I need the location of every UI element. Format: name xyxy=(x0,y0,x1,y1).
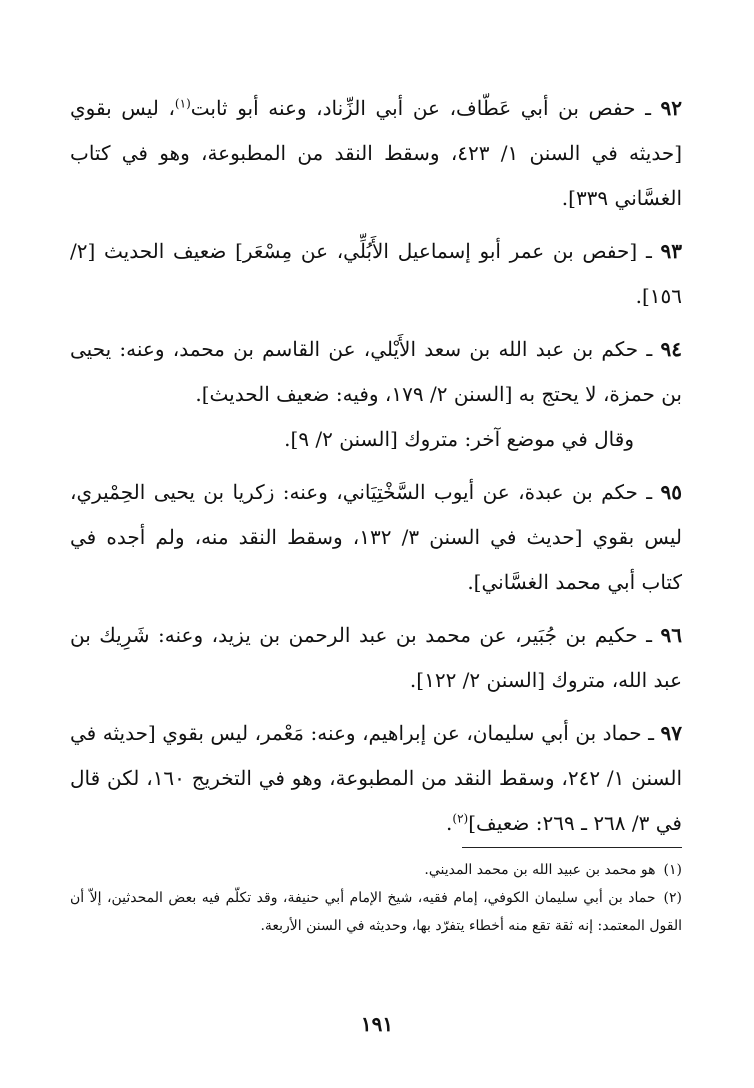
entry-text: حكيم بن جُبَير، عن محمد بن عبد الرحمن بن يزيد، وعنه: شَرِيك بن عبد الله، متروك [السنن ٢/ ١٢٢]. xyxy=(70,623,682,692)
entry-92 xyxy=(70,86,682,221)
entry-text: [حفص بن عمر أبو إسماعيل الأَبُلِّي، عن مِسْعَر] ضعيف الحديث [٢/ ١٥٦]. xyxy=(70,239,682,308)
entry-text: حفص بن أبي عَطّاف، عن أبي الزِّناد، وعنه أبو ثابت xyxy=(190,96,636,120)
entry-extra: وقال في موضع آخر: متروك [السنن ٢/ ٩]. xyxy=(284,427,634,451)
entry-number: ٩٦ xyxy=(660,623,683,647)
entry-text-after: . xyxy=(446,811,453,835)
entry-93 xyxy=(70,229,682,319)
entry-dash: ـ xyxy=(648,721,654,745)
footnote-2 xyxy=(70,884,682,940)
footnote-1 xyxy=(70,856,682,884)
entry-95 xyxy=(70,470,682,605)
footnotes xyxy=(70,856,682,940)
entry-dash: ـ xyxy=(645,96,651,120)
entry-text: حكم بن عبدة، عن أيوب السَّخْتِيَاني، وعنه: زكريا بن يحيى الحِمْيري، ليس بقوي [حديث في السنن ٣/ ١٣٢، وسقط النقد منه، ولم أجده في كتاب أبي محمد الغسَّاني]. xyxy=(70,480,682,594)
entry-97 xyxy=(70,711,682,846)
entry-number: ٩٥ xyxy=(660,480,683,504)
entry-number: ٩٢ xyxy=(660,96,683,120)
footnote-mark: (٢) xyxy=(663,890,682,906)
entry-text-after: ، ليس بقوي [حديثه في السنن ١/ ٤٢٣، وسقط النقد من المطبوعة، وهو في كتاب الغسَّاني ٣٣٩]. xyxy=(70,96,682,210)
entry-number: ٩٧ xyxy=(660,721,682,745)
entry-number: ٩٣ xyxy=(660,239,682,263)
entry-text: حماد بن أبي سليمان، عن إبراهيم، وعنه: مَعْمر، ليس بقوي [حديثه في السنن ١/ ٢٤٢، وسقط النقد من المطبوعة، وهو في التخريج ١٦٠، لكن قال في ٣/ ٢٦٨ ـ ٢٦٩: ضعيف] xyxy=(70,721,683,835)
entry-number: ٩٤ xyxy=(660,337,682,361)
footnote-ref[interactable]: (١) xyxy=(174,96,191,111)
entry-94 xyxy=(70,327,682,462)
entry-dash: ـ xyxy=(646,623,653,647)
footnote-text: حماد بن أبي سليمان الكوفي، إمام فقيه، شيخ الإمام أبي حنيفة، وقد تكلّم فيه بعض المحدثين، إلاّ أن القول المعتمد: إنه ثقة تقع منه أخطاء يتفرّد بها، وحديثه في السنن الأربعة. xyxy=(70,890,682,934)
footnote-mark: (١) xyxy=(663,862,682,878)
page-number: ١٩١ xyxy=(360,1012,394,1036)
entry-dash: ـ xyxy=(646,480,653,504)
entry-dash: ـ xyxy=(646,337,653,361)
footnote-divider xyxy=(462,847,682,848)
entry-96 xyxy=(70,613,682,703)
entry-dash: ـ xyxy=(645,239,652,263)
footnote-text: هو محمد بن عبيد الله بن محمد المديني. xyxy=(424,862,656,878)
entry-text: حكم بن عبد الله بن سعد الأَيْلي، عن القاسم بن محمد، وعنه: يحيى بن حمزة، لا يحتج به [السنن ٢/ ١٧٩، وفيه: ضعيف الحديث]. xyxy=(70,337,682,406)
main-text xyxy=(70,86,682,854)
footnote-ref[interactable]: (٢) xyxy=(452,811,469,826)
